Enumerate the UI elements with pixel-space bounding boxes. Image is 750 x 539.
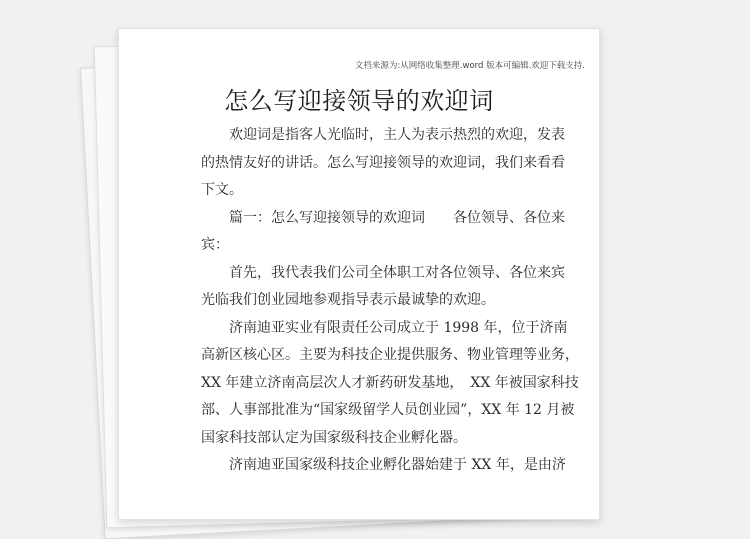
paragraph-line: 的热情友好的讲话。怎么写迎接领导的欢迎词，我们来看看	[201, 154, 565, 171]
document-page	[118, 28, 600, 520]
paragraph-incubator	[201, 452, 581, 480]
document-body	[201, 122, 581, 480]
paragraph-line: 篇一：怎么写迎接领导的欢迎词 各位领导、各位来	[229, 209, 565, 226]
paragraph-line: 下文。	[201, 182, 243, 198]
paragraph-line: 国家科技部认定为国家级科技企业孵化器。	[201, 429, 467, 446]
paragraph-line: 宾：	[201, 237, 229, 253]
paragraph-welcome	[201, 260, 581, 315]
paragraph-company	[201, 315, 581, 453]
paragraph-line: XX 年建立济南高层次人才新药研发基地， XX 年被国家科技	[201, 374, 579, 391]
document-title: 怎么写迎接领导的欢迎词	[224, 87, 494, 115]
paragraph-line: 首先，我代表我们公司全体职工对各位领导、各位来宾	[229, 264, 565, 281]
paragraph-line: 济南迪亚国家级科技企业孵化器始建于 XX 年，是由济	[229, 457, 566, 473]
paragraph-line: 欢迎词是指客人光临时，主人为表示热烈的欢迎，发表	[229, 127, 565, 143]
paragraph-line: 部、人事部批准为“国家级留学人员创业园”，XX 年 12 月被	[201, 402, 575, 418]
paragraph-intro	[201, 122, 581, 205]
source-note: 文档来源为:从网络收集整理.word 版本可编辑.欢迎下载支持.	[354, 61, 585, 71]
paragraph-heading	[201, 205, 581, 260]
paragraph-line: 光临我们创业园地参观指导表示最诚挚的欢迎。	[201, 292, 495, 308]
paragraph-line: 高新区核心区。主要为科技企业提供服务、物业管理等业务，	[201, 347, 579, 363]
paragraph-line: 济南迪亚实业有限责任公司成立于 1998 年，位于济南	[229, 319, 568, 336]
